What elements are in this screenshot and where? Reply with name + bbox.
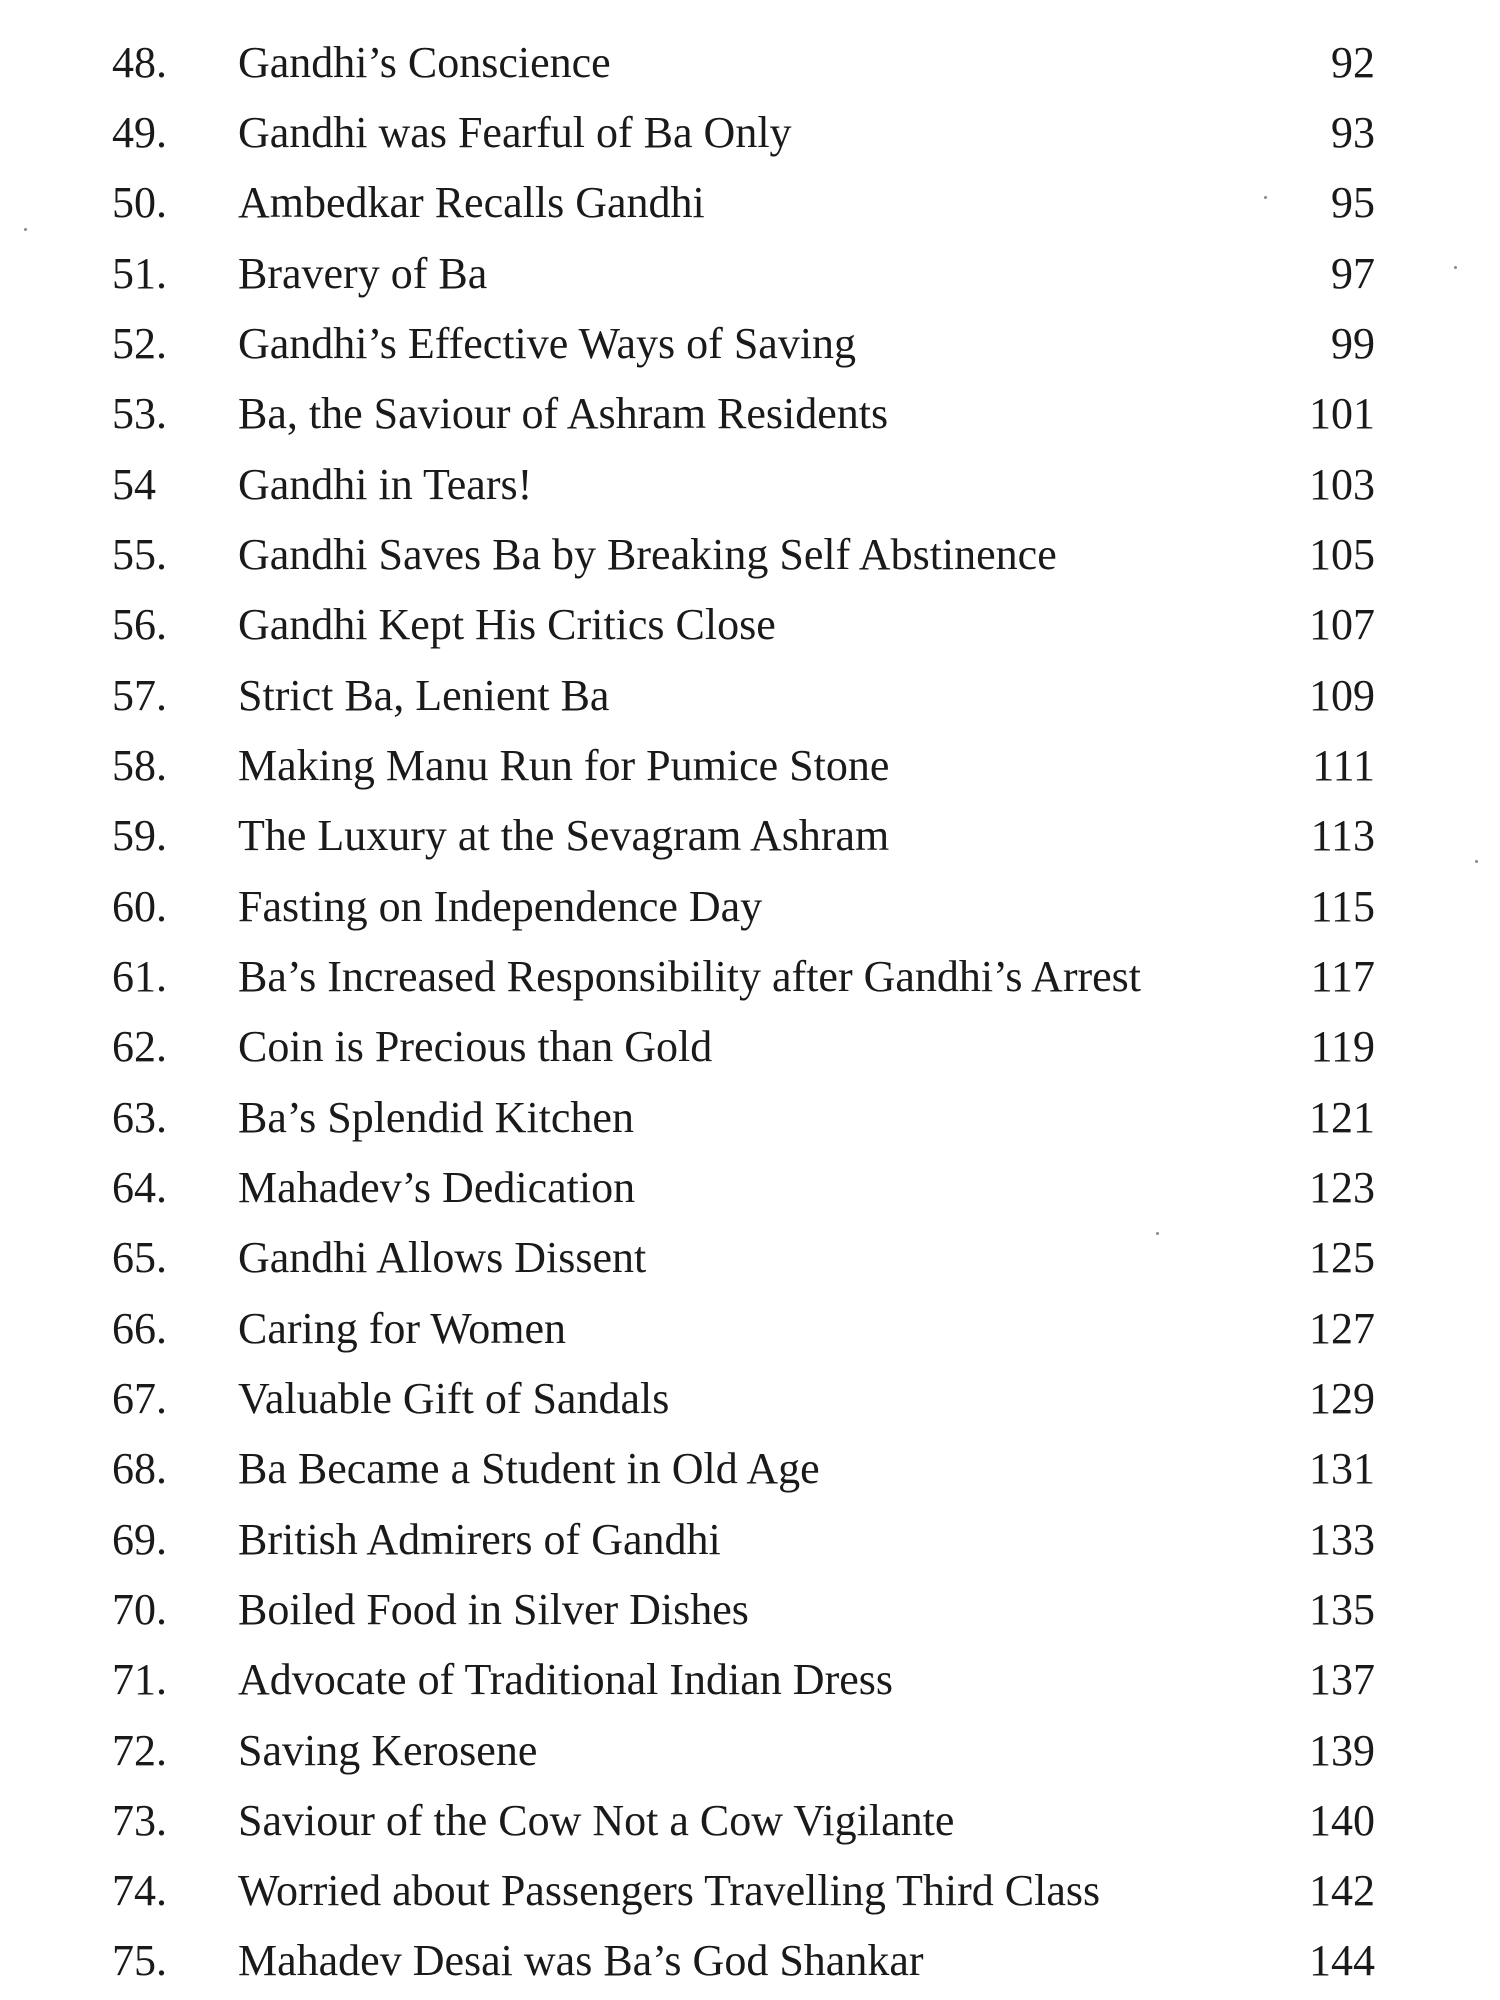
toc-entry[interactable] [0, 1153, 1500, 1223]
scan-speck [1475, 860, 1478, 863]
entry-number: 69. [112, 1515, 167, 1564]
toc-entry[interactable] [0, 520, 1500, 590]
entry-number: 74. [112, 1866, 167, 1915]
entry-page-number: 121 [1309, 1093, 1375, 1142]
toc-entry[interactable] [0, 379, 1500, 449]
entry-number: 58. [112, 741, 167, 790]
entry-number: 67. [112, 1374, 167, 1423]
entry-title: Making Manu Run for Pumice Stone [238, 741, 890, 790]
toc-entry[interactable] [0, 309, 1500, 379]
entry-title: Caring for Women [238, 1304, 567, 1353]
entry-page-number: 95 [1331, 178, 1375, 227]
entry-title: Ba’s Splendid Kitchen [238, 1093, 634, 1142]
entry-page-number: 103 [1309, 460, 1375, 509]
entry-page-number: 133 [1309, 1515, 1375, 1564]
entry-page-number: 119 [1310, 1022, 1375, 1071]
entry-page-number: 97 [1331, 249, 1375, 298]
entry-number: 56. [112, 600, 167, 649]
entry-title: Valuable Gift of Sandals [238, 1374, 670, 1423]
entry-title: Saving Kerosene [238, 1726, 538, 1775]
entry-page-number: 93 [1331, 108, 1375, 157]
entry-page-number: 92 [1331, 38, 1375, 87]
toc-entry[interactable] [0, 661, 1500, 731]
entry-page-number: 129 [1309, 1374, 1375, 1423]
entry-number: 75. [112, 1936, 167, 1985]
entry-title: Coin is Precious than Gold [238, 1022, 713, 1071]
entry-number: 65. [112, 1233, 167, 1282]
entry-title: The Luxury at the Sevagram Ashram [238, 811, 890, 860]
entry-number: 61. [112, 952, 167, 1001]
entry-number: 49. [112, 108, 167, 157]
entry-page-number: 111 [1312, 741, 1375, 790]
entry-page-number: 115 [1310, 882, 1375, 931]
entry-number: 68. [112, 1444, 167, 1493]
entry-page-number: 105 [1309, 530, 1375, 579]
entry-title: Bravery of Ba [238, 249, 488, 298]
entry-number: 52. [112, 319, 167, 368]
toc-entry[interactable] [0, 1856, 1500, 1926]
entry-title: Mahadev’s Dedication [238, 1163, 636, 1212]
scan-speck [24, 228, 27, 231]
toc-entry[interactable] [0, 450, 1500, 520]
toc-entry[interactable] [0, 1926, 1500, 1996]
entry-page-number: 139 [1309, 1726, 1375, 1775]
toc-entry[interactable] [0, 1294, 1500, 1364]
entry-title: Gandhi’s Effective Ways of Saving [238, 319, 857, 368]
entry-number: 66. [112, 1304, 167, 1353]
toc-entry[interactable] [0, 1223, 1500, 1293]
entry-page-number: 99 [1331, 319, 1375, 368]
entry-title: Ba’s Increased Responsibility after Gandhi’s Arrest [238, 952, 1142, 1001]
entry-number: 50. [112, 178, 167, 227]
entry-page-number: 131 [1309, 1444, 1375, 1493]
entry-page-number: 142 [1309, 1866, 1375, 1915]
entry-title: Gandhi Kept His Critics Close [238, 600, 776, 649]
entry-page-number: 107 [1309, 600, 1375, 649]
entry-number: 73. [112, 1796, 167, 1845]
toc-entry[interactable] [0, 1364, 1500, 1434]
toc-entry[interactable] [0, 801, 1500, 871]
toc-entry[interactable] [0, 942, 1500, 1012]
scan-speck [1156, 1232, 1159, 1235]
entry-title: British Admirers of Gandhi [238, 1515, 721, 1564]
entry-title: Ba Became a Student in Old Age [238, 1444, 820, 1493]
toc-entry[interactable] [0, 98, 1500, 168]
toc-entry[interactable] [0, 731, 1500, 801]
toc-entry[interactable] [0, 1505, 1500, 1575]
toc-entry[interactable] [0, 1434, 1500, 1504]
entry-page-number: 117 [1310, 952, 1375, 1001]
entry-page-number: 137 [1309, 1655, 1375, 1704]
toc-entry[interactable] [0, 872, 1500, 942]
entry-page-number: 113 [1310, 811, 1375, 860]
entry-page-number: 140 [1309, 1796, 1375, 1845]
scan-speck [1454, 266, 1457, 269]
entry-number: 70. [112, 1585, 167, 1634]
toc-entry[interactable] [0, 1012, 1500, 1082]
entry-title: Worried about Passengers Travelling Third Class [238, 1866, 1101, 1915]
entry-page-number: 135 [1309, 1585, 1375, 1634]
entry-title: Ambedkar Recalls Gandhi [238, 178, 705, 227]
toc-entry[interactable] [0, 168, 1500, 238]
entry-title: Saviour of the Cow Not a Cow Vigilante [238, 1796, 955, 1845]
entry-number: 57. [112, 671, 167, 720]
entry-page-number: 109 [1309, 671, 1375, 720]
toc-entry[interactable] [0, 1786, 1500, 1856]
entry-number: 72. [112, 1726, 167, 1775]
entry-number: 51. [112, 249, 167, 298]
entry-page-number: 125 [1309, 1233, 1375, 1282]
toc-entry[interactable] [0, 1083, 1500, 1153]
toc-entry[interactable] [0, 1645, 1500, 1715]
entry-number: 55. [112, 530, 167, 579]
entry-number: 48. [112, 38, 167, 87]
entry-title: Strict Ba, Lenient Ba [238, 671, 610, 720]
entry-page-number: 127 [1309, 1304, 1375, 1353]
entry-title: Gandhi in Tears! [238, 460, 533, 509]
entry-page-number: 123 [1309, 1163, 1375, 1212]
entry-title: Advocate of Traditional Indian Dress [238, 1655, 893, 1704]
entry-title: Gandhi’s Conscience [238, 38, 611, 87]
entry-number: 63. [112, 1093, 167, 1142]
scan-speck [1264, 196, 1267, 199]
entry-page-number: 144 [1309, 1936, 1375, 1985]
entry-title: Gandhi was Fearful of Ba Only [238, 108, 792, 157]
entry-number: 54 [112, 460, 156, 509]
toc-entry[interactable] [0, 28, 1500, 98]
entry-number: 64. [112, 1163, 167, 1212]
entry-number: 71. [112, 1655, 167, 1704]
entry-page-number: 101 [1309, 389, 1375, 438]
entry-number: 60. [112, 882, 167, 931]
toc-entry[interactable] [0, 1716, 1500, 1786]
toc-entry[interactable] [0, 590, 1500, 660]
toc-entry[interactable] [0, 1575, 1500, 1645]
entry-number: 62. [112, 1022, 167, 1071]
toc-entry[interactable] [0, 239, 1500, 309]
entry-title: Gandhi Allows Dissent [238, 1233, 647, 1282]
entry-title: Ba, the Saviour of Ashram Residents [238, 389, 889, 438]
entry-title: Fasting on Independence Day [238, 882, 763, 931]
entry-title: Boiled Food in Silver Dishes [238, 1585, 749, 1634]
entry-number: 59. [112, 811, 167, 860]
entry-title: Gandhi Saves Ba by Breaking Self Abstinence [238, 530, 1057, 579]
entry-title: Mahadev Desai was Ba’s God Shankar [238, 1936, 924, 1985]
entry-number: 53. [112, 389, 167, 438]
